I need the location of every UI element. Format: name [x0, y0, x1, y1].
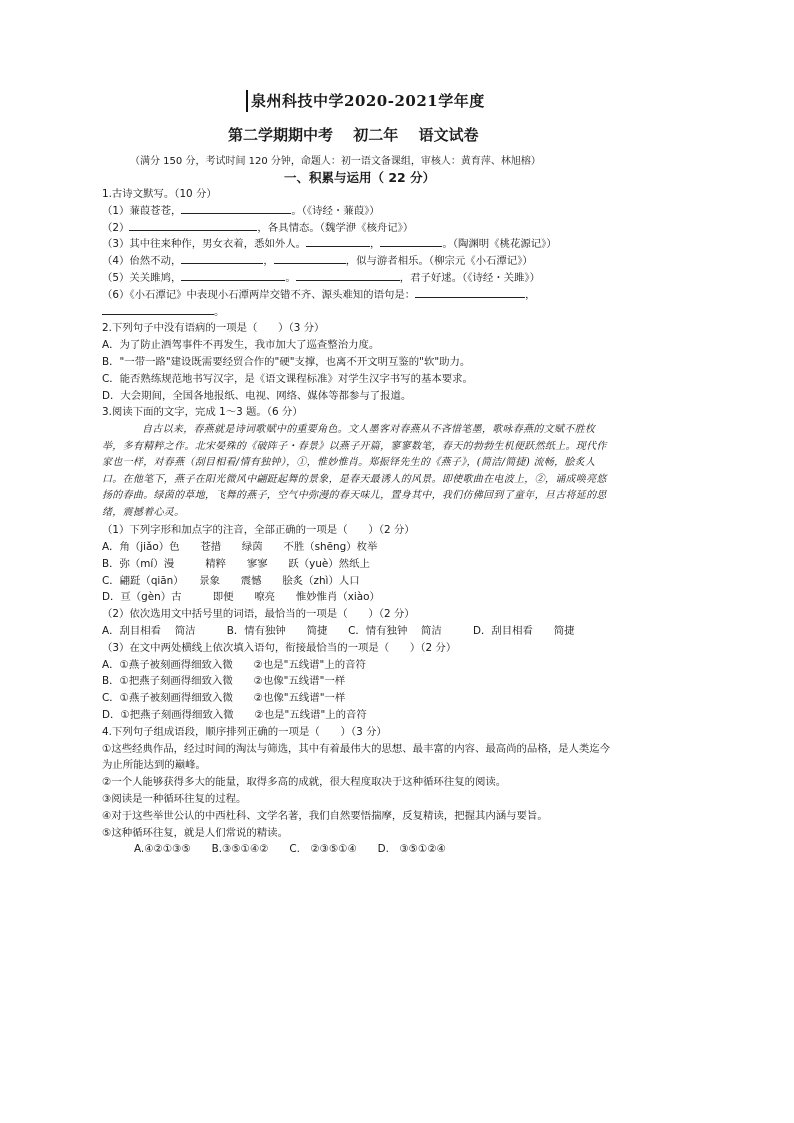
answer-blank[interactable] [274, 253, 346, 264]
q3-sub3-option-a: A．①燕子被刻画得细致入微 ②也是"五线谱"上的音符 [102, 658, 366, 671]
q1-stem: 1.古诗文默写。（10 分） [102, 188, 217, 200]
q1-item-2-text-a: （2） [102, 221, 130, 234]
exam-meta: （满分 150 分，考试时间 120 分钟，命题人：初一语文备课组，审核人：黄育萍、林旭榕） [130, 156, 541, 167]
q1-item-6-text-a: （6）《小石潭记》中表现小石潭两岸交错不齐、源头难知的语句是： [102, 288, 416, 301]
exam-body [102, 186, 612, 858]
q3-sub3-option-c: C．①燕子被刻画得细致入微 ②也像"五线谱"一样 [102, 692, 346, 705]
q1-item-2-text-b: ，各具情态。（魏学洢《核舟记》） [257, 221, 414, 234]
q1-item-5-text-c: ，君子好逑。（《诗经・关雎》） [399, 271, 541, 284]
q1-item-6-text-c: 。 [214, 305, 225, 318]
q1-item-1-text-a: （1）蒹葭苍苍， [102, 204, 182, 217]
q1-item-3-text-c: 。（陶渊明《桃花源记》） [442, 238, 557, 251]
q1-item-3 [102, 236, 612, 253]
q1-item-2 [102, 220, 612, 237]
q1-item-6-cont [102, 304, 612, 321]
q3-sub3-option-d: D．①把燕子刻画得细致入微 ②也是"五线谱"上的音符 [102, 708, 367, 721]
q2-option-d: D．大会期间，全国各地报纸、电视、网络、媒体等都参与了报道。 [102, 389, 412, 402]
section-heading: 一、积累与运用（ 22 分） [284, 170, 436, 185]
q3-stem: 3.阅读下面的文字，完成 1～3 题。（6 分） [102, 406, 303, 419]
reading-passage: 自古以来，春燕就是诗词歌赋中的重要角色。文人墨客对春燕从不吝惜笔墨，歌咏春燕的文赋不胜枚举，多有精粹之作。北宋晏殊的《破阵子・春景》以燕子开篇，寥寥数笔，春天的勃勃生机便跃然纸上。现代作家也一样，对春燕（刮目相看/情有独钟），①，惟妙惟肖。郑振铎先生的《燕子》，(简洁/简捷) 流畅，脍炙人口。在他笔下，燕子在阳光微风中翩跹起舞的景象，是春天最诱人的风景。即使歌曲在电波上，②，诵成唤亮悠扬的春曲。绿茵的草地，飞舞的燕子，空气中弥漫的春天味儿，置身其中，我们仿佛回到了童年，旦古将延的思绪，震撼着心灵。 [102, 424, 607, 518]
q2-option-c: C．能否熟练规范地书写汉字，是《语文课程标准》对学生汉字书写的基本要求。 [102, 372, 473, 385]
q1-item-5-text-a: （5）关关雎鸠， [102, 271, 182, 284]
q1-item-4-text-c: ，似与游者相乐。（柳宗元《小石潭记》） [345, 255, 533, 268]
answer-blank[interactable] [129, 220, 257, 231]
answer-blank[interactable] [102, 304, 214, 315]
q1-item-6 [102, 287, 612, 304]
q1-item-6-text-b: ， [525, 288, 536, 301]
answer-blank[interactable] [181, 203, 291, 214]
q3-sub1-option-c: C．翩跹（qiān） 景象 震憾 脍炙（zhì）人口 [102, 574, 360, 587]
q3-sub3-stem: （3）在文中两处横线上依次填入语句，衔接最恰当的一项是（ ）（2 分） [102, 641, 457, 654]
q2-option-a: A．为了防止酒驾事件不再发生，我市加大了巡查整治力度。 [102, 339, 380, 352]
q4-sentence-1: ①这些经典作品，经过时间的淘汰与筛选，其中有着最伟大的思想、最丰富的内容、最高尚的品格，是人类迄今为止所能达到的巅峰。 [102, 742, 611, 772]
q4-sentence-4: ④对于这些举世公认的中西杜科、文学名著，我们自然要悟揣摩，反复精读，把握其内涵与要旨。 [102, 809, 548, 822]
answer-blank[interactable] [380, 236, 442, 247]
exam-title: 第二学期期中考 初二年 语文试卷 [228, 126, 479, 144]
q1-item-3-text-b: ， [370, 238, 381, 251]
q2-stem: 2.下列句子中没有语病的一项是（ ）（3 分） [102, 322, 325, 335]
q4-sentence-3: ③阅读是一种循环往复的过程。 [102, 792, 247, 805]
school-title: 泉州科技中学2020-2021学年度 [246, 90, 485, 112]
q1-item-5-text-b: 。 [285, 271, 296, 284]
q1-item-3-text-a: （3）其中往来种作，男女衣着，悉如外人。 [102, 238, 307, 251]
q3-sub2-stem: （2）依次选用文中括号里的词语，最恰当的一项是（ ）（2 分） [102, 608, 415, 621]
q3-sub1-option-b: B．弥（mí）漫 精粹 寥寥 跃（yuè）然纸上 [102, 557, 370, 570]
answer-blank[interactable] [181, 270, 285, 281]
q1-item-5 [102, 270, 612, 287]
q1-item-1-text-b: 。（《诗经・蒹葭》） [291, 204, 380, 217]
q3-sub1-option-d: D．亘（gèn）古 即便 嘹亮 惟妙惟肖（xiào） [102, 591, 380, 604]
q3-sub3-option-b: B．①把燕子刻画得细致入微 ②也像"五线谱"一样 [102, 675, 346, 688]
q1-item-4-text-a: （4）佁然不动， [102, 255, 182, 268]
answer-blank[interactable] [296, 270, 400, 281]
answer-blank[interactable] [415, 287, 525, 298]
q4-stem: 4.下列句子组成语段，顺序排列正确的一项是（ ）（3 分） [102, 725, 387, 738]
q1-item-4 [102, 253, 612, 270]
q4-options: A.④②①③⑤ B.③⑤①④② C. ②③⑤①④ D. ③⑤①②④ [134, 843, 446, 856]
q1-item-1 [102, 203, 612, 220]
answer-blank[interactable] [181, 253, 263, 264]
q3-sub1-stem: （1）下列字形和加点字的注音，全部正确的一项是（ ）（2 分） [102, 524, 415, 537]
q3-sub2-options: A．刮目相看 简洁 B．情有独钟 简捷 C．情有独钟 简洁 D．刮目相看 简捷 [102, 624, 575, 637]
q1-item-4-text-b: ， [263, 255, 274, 268]
q2-option-b: B．"一带一路"建设既需要经贸合作的"硬"支撑，也离不开文明互鉴的"软"助力。 [102, 355, 471, 368]
q3-sub1-option-a: A．角（jiǎo）色 苍措 绿茵 不胜（shēng）枚举 [102, 540, 378, 553]
q4-sentence-5: ⑤这种循环往复，就是人们常说的精读。 [102, 826, 288, 839]
answer-blank[interactable] [306, 236, 370, 247]
q4-sentence-2: ②一个人能够获得多大的能量，取得多高的成就，很大程度取决于这种循环往复的阅读。 [102, 776, 507, 789]
